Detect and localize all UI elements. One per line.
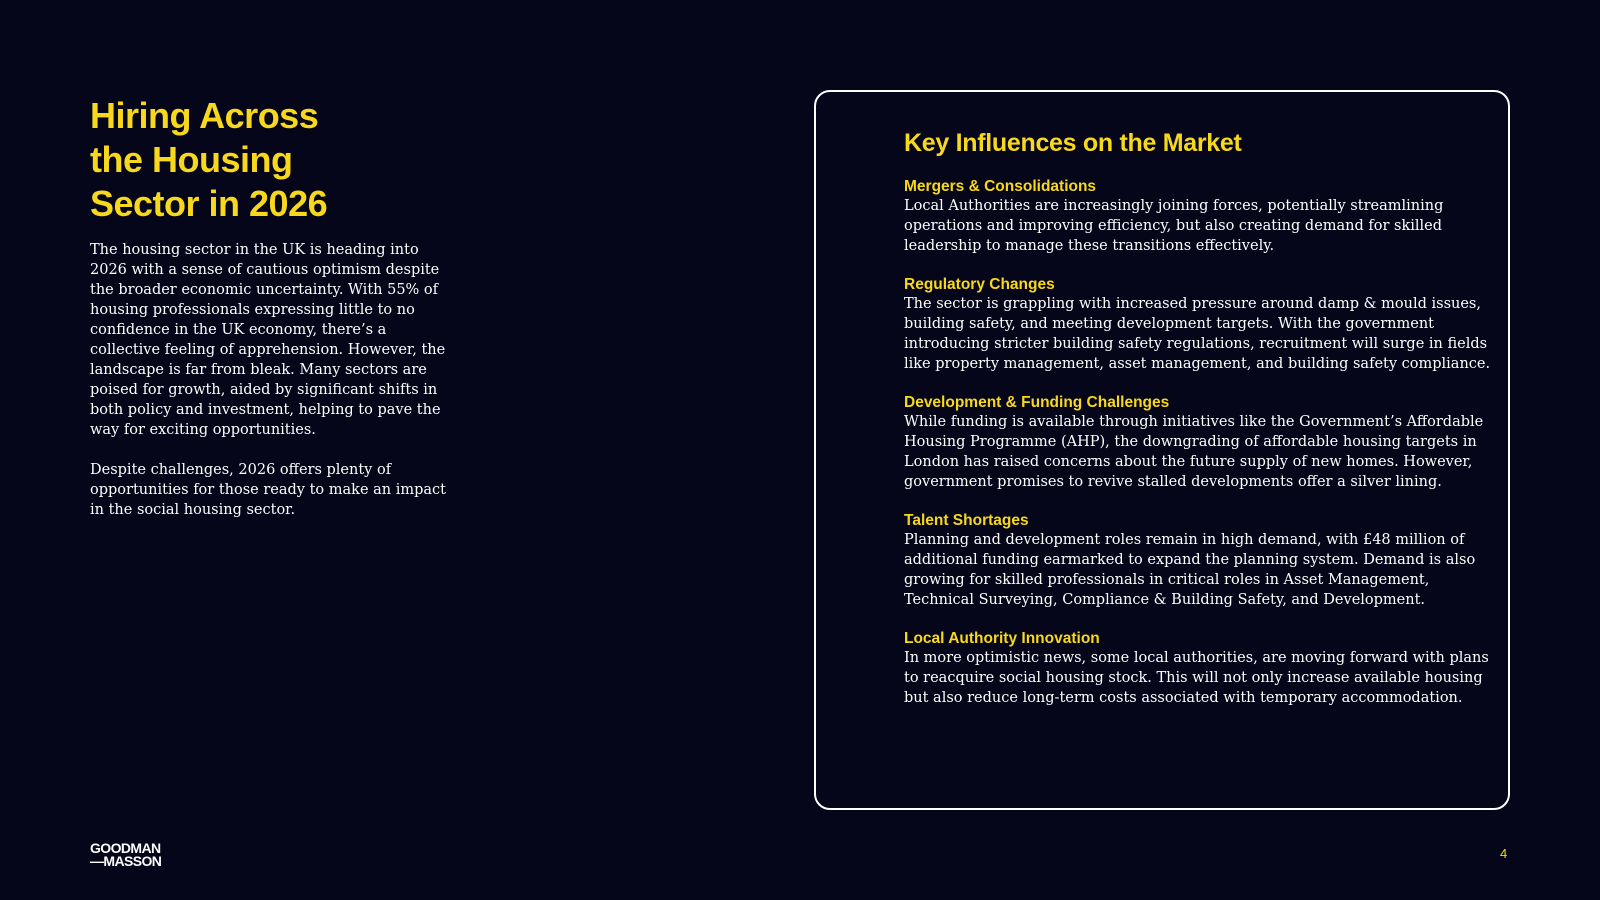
section-body: Local Authorities are increasingly joining forces, potentially streamlining operations and improving efficiency, but also creating demand for skilled leadership to manage these transitions effectively. — [904, 198, 1444, 254]
section-heading: Development & Funding Challenges — [904, 394, 1170, 411]
section-heading: Talent Shortages — [904, 512, 1029, 529]
section-heading: Regulatory Changes — [904, 276, 1055, 293]
page-title-line: Sector in 2026 — [90, 183, 328, 224]
company-logo — [90, 842, 161, 868]
intro-paragraph: Despite challenges, 2026 offers plenty of opportunities for those ready to make an impact in the social housing sector. — [90, 462, 446, 518]
page-number: 4 — [1500, 846, 1508, 861]
section-body: In more optimistic news, some local authorities, are moving forward with plans to reacquire social housing stock. This will not only increase available housing but also reduce long-term costs associated with temporary accommodation. — [904, 650, 1489, 706]
section-heading: Local Authority Innovation — [904, 630, 1100, 647]
influence-section — [904, 276, 1496, 374]
influence-section — [904, 630, 1496, 708]
influence-section — [904, 178, 1496, 256]
section-body: Planning and development roles remain in high demand, with £48 million of additional funding earmarked to expand the planning system. Demand is also growing for skilled professionals in critical roles in Asset Management, Technical Surveying, Compliance & Building Safety, and Development. — [904, 532, 1476, 608]
logo-line: GOODMAN — [90, 840, 161, 856]
section-heading: Mergers & Consolidations — [904, 178, 1097, 195]
intro-text — [90, 240, 455, 540]
influences-list — [904, 178, 1496, 728]
influence-section — [904, 394, 1496, 492]
page-title — [90, 94, 450, 226]
section-body: While funding is available through initiatives like the Government’s Affordable Housing Programme (AHP), the downgrading of affordable housing targets in London has raised concerns about the future supply of new homes. However, government promises to revive stalled developments offer a silver lining. — [904, 414, 1484, 490]
influence-section — [904, 512, 1496, 610]
section-body: The sector is grappling with increased pressure around damp & mould issues, building safety, and meeting development targets. With the government introducing stricter building safety regulations, recruitment will surge in fields like property management, asset management, and building safety compliance. — [904, 296, 1491, 372]
logo-line: —MASSON — [90, 853, 162, 869]
page-title-line: Hiring Across — [90, 95, 319, 136]
intro-paragraph: The housing sector in the UK is heading into 2026 with a sense of cautious optimism despite the broader economic uncertainty. With 55% of housing professionals expressing little to no confidence in the UK economy, there’s a collective feeling of apprehension. However, the landscape is far from bleak. Many sectors are poised for growth, aided by significant shifts in both policy and investment, helping to pave the way for exciting opportunities. — [90, 242, 446, 438]
key-influences-card — [814, 90, 1510, 810]
page-title-line: the Housing — [90, 139, 293, 180]
card-title: Key Influences on the Market — [904, 129, 1242, 157]
